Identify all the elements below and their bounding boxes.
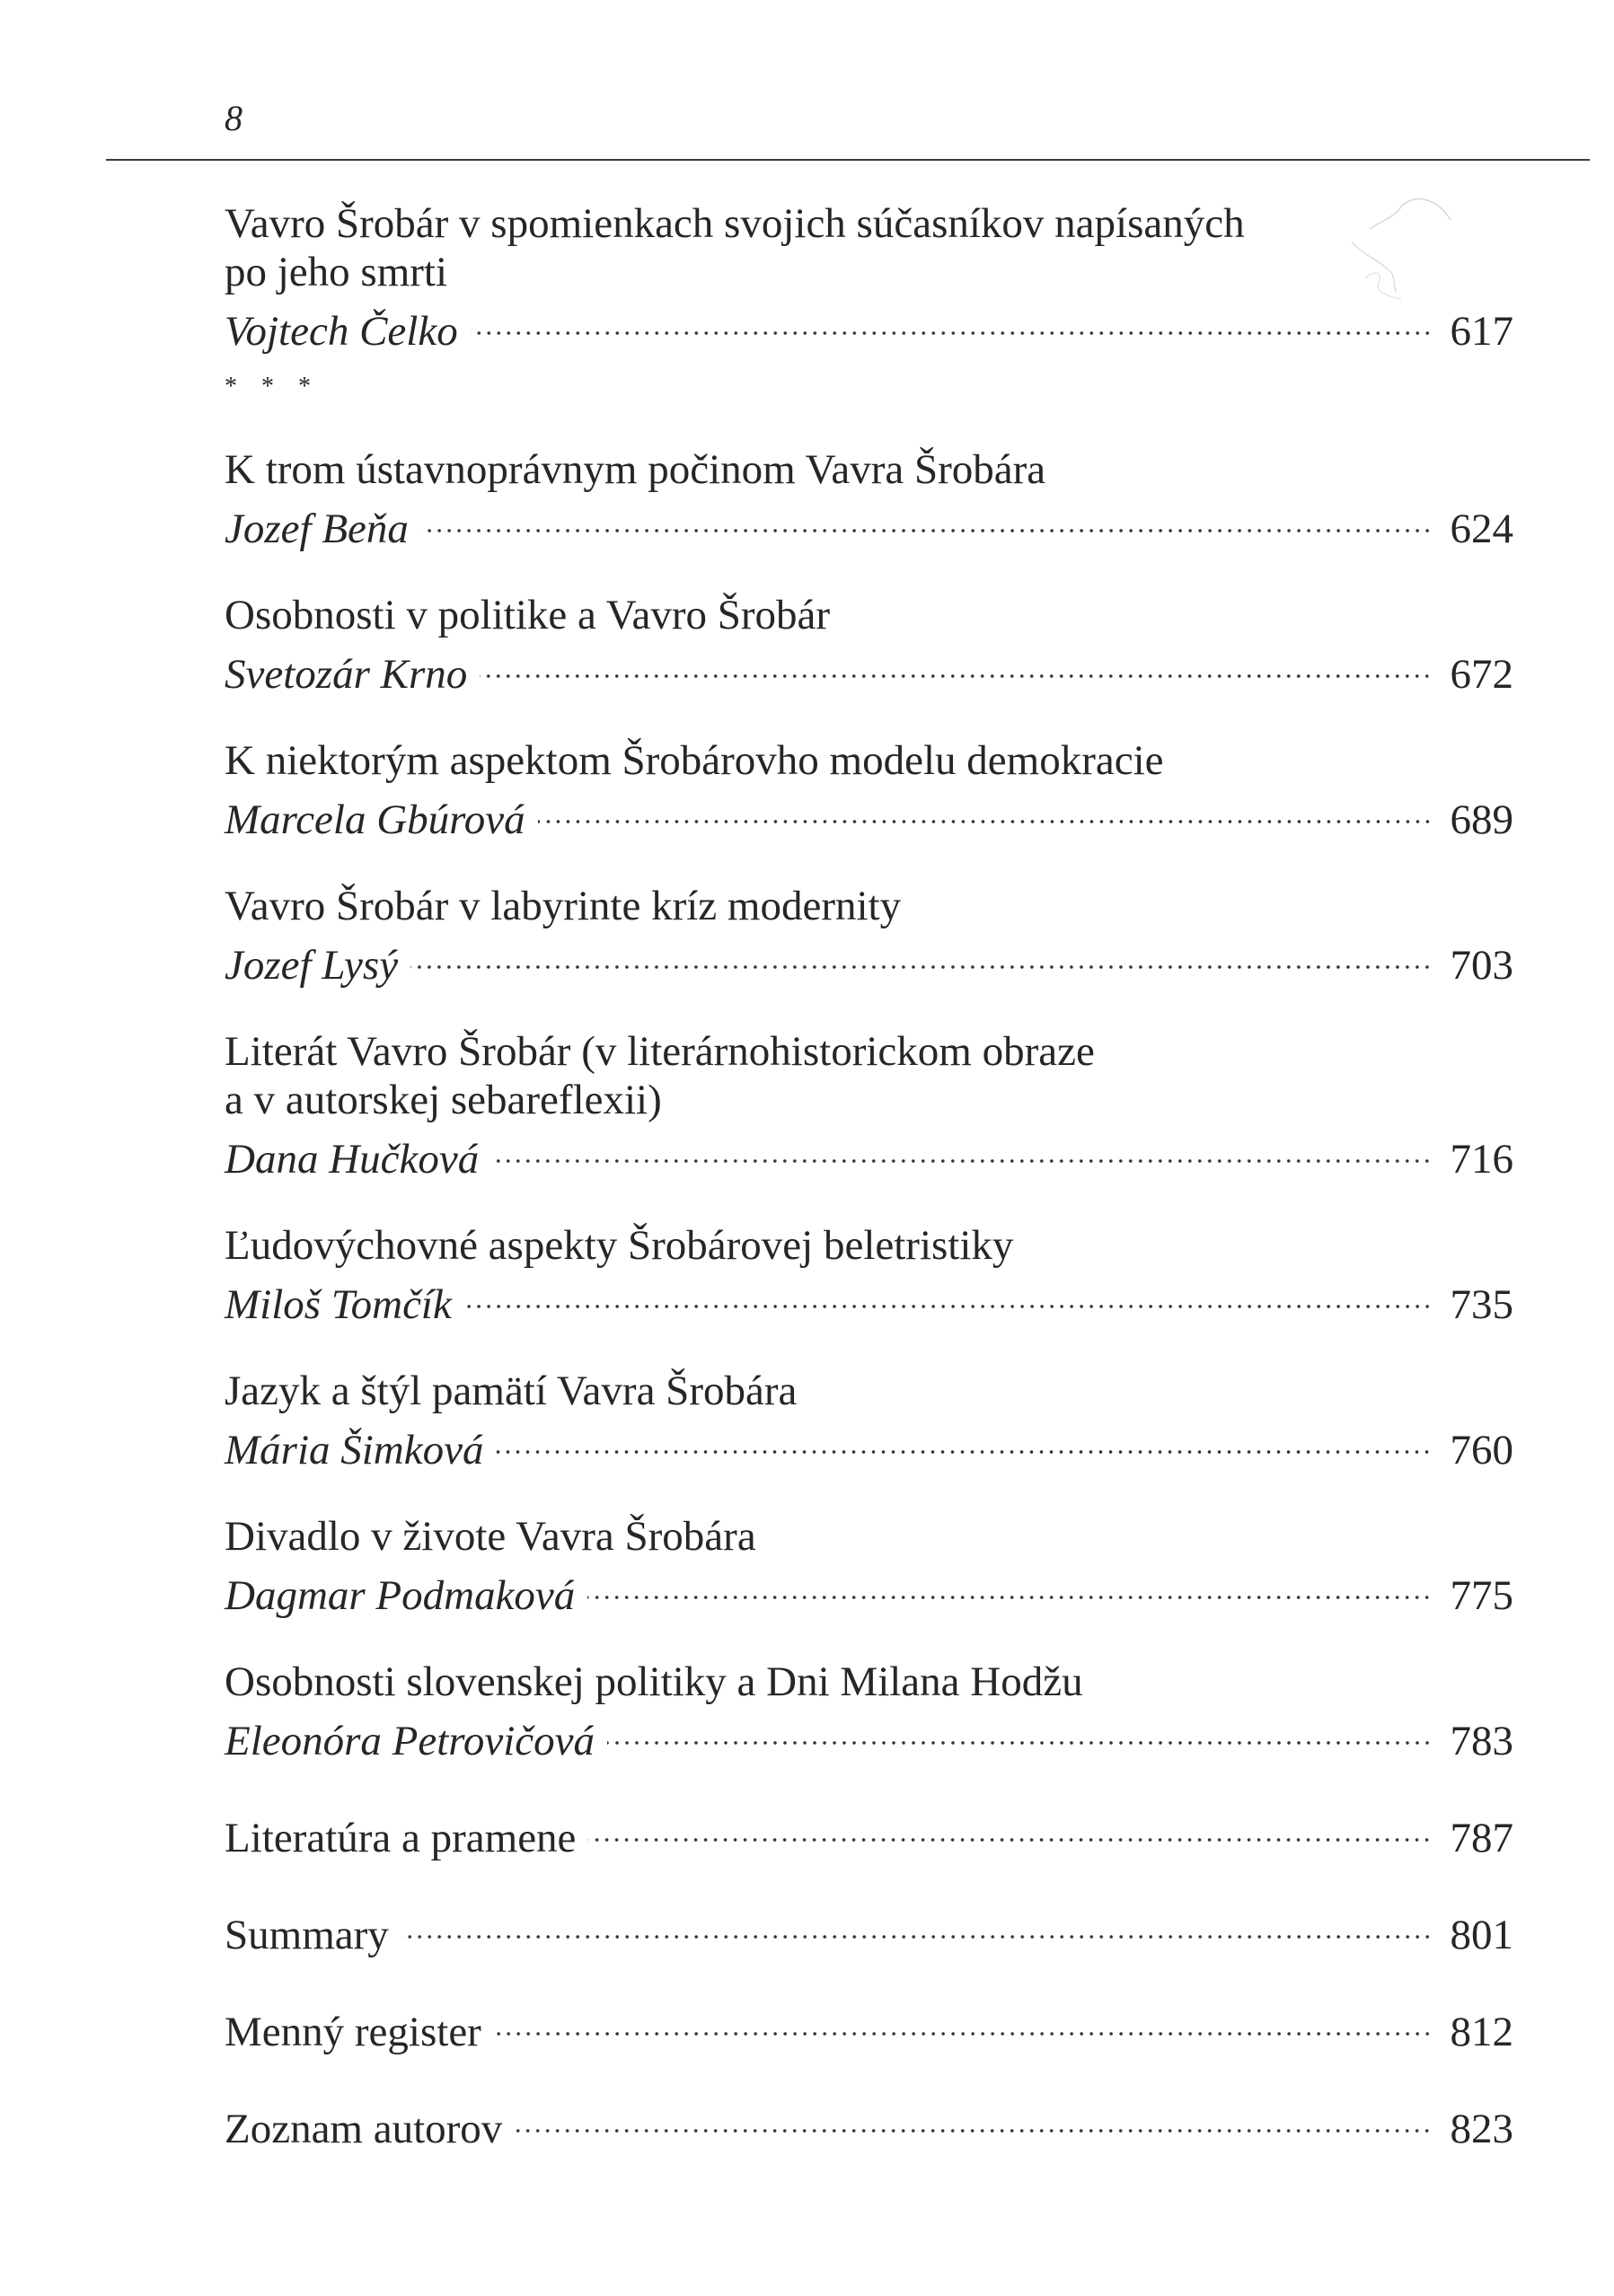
entry-title: po jeho smrti: [225, 249, 448, 295]
toc-entry[interactable]: [225, 1221, 1513, 1328]
dot-leader: [491, 1124, 1432, 1173]
entry-label: Literatúra a pramene: [225, 1815, 577, 1861]
toc-entry[interactable]: [225, 591, 1513, 698]
entry-page-number[interactable]: 812: [1450, 2009, 1513, 2055]
entry-page-number[interactable]: 787: [1450, 1815, 1513, 1861]
dot-leader: [494, 1997, 1433, 2045]
toc-entry[interactable]: [225, 1367, 1513, 1473]
entry-page-number[interactable]: 716: [1450, 1136, 1513, 1183]
entry-title: Vavro Šrobár v labyrinte kríz modernity: [225, 883, 902, 929]
toc-backmatter-entry[interactable]: [225, 1803, 1513, 1861]
entry-page-number[interactable]: 801: [1450, 1912, 1513, 1958]
section-separator: * * *: [225, 373, 320, 400]
entry-author: Eleonóra Petrovičová: [225, 1718, 595, 1764]
toc-backmatter-entry[interactable]: [225, 2094, 1513, 2152]
header-rule: [106, 159, 1590, 161]
dot-leader: [607, 1706, 1433, 1755]
dot-leader: [464, 1270, 1433, 1318]
toc-entry[interactable]: [225, 1027, 1513, 1183]
dot-leader: [588, 1803, 1432, 1852]
entry-author: Dagmar Podmaková: [225, 1572, 576, 1619]
dot-leader: [515, 2094, 1432, 2142]
dot-leader: [410, 930, 1432, 979]
toc-backmatter-entry[interactable]: [225, 1900, 1513, 1958]
toc-entry[interactable]: [225, 1512, 1513, 1619]
entry-author: Jozef Lysý: [225, 942, 399, 989]
toc-entry[interactable]: [225, 882, 1513, 989]
entry-label: Zoznam autorov: [225, 2106, 503, 2152]
toc-backmatter-entry[interactable]: [225, 1997, 1513, 2055]
dot-leader: [421, 494, 1433, 542]
entry-author: Mária Šimková: [225, 1427, 484, 1473]
table-of-contents: [225, 199, 1513, 2191]
entry-title: Osobnosti slovenskej politiky a Dni Milana Hodžu: [225, 1658, 1083, 1705]
entry-title: Literát Vavro Šrobár (v literárnohistorickom obraze: [225, 1028, 1095, 1075]
entry-title: Divadlo v živote Vavra Šrobára: [225, 1513, 756, 1560]
dot-leader: [538, 785, 1433, 833]
entry-title: K niektorým aspektom Šrobárovho modelu demokracie: [225, 737, 1164, 784]
entry-page-number[interactable]: 703: [1450, 942, 1513, 989]
entry-page-number[interactable]: 775: [1450, 1572, 1513, 1619]
entry-author: Dana Hučková: [225, 1136, 480, 1183]
dot-leader: [401, 1900, 1433, 1949]
toc-entry[interactable]: [225, 736, 1513, 843]
toc-entry[interactable]: [225, 1658, 1513, 1764]
entry-author: Jozef Beňa: [225, 506, 409, 552]
toc-entry[interactable]: [225, 199, 1513, 355]
entry-page-number[interactable]: 760: [1450, 1427, 1513, 1473]
toc-entry[interactable]: [225, 445, 1513, 552]
entry-title: a v autorskej sebareflexii): [225, 1077, 662, 1123]
entry-page-number[interactable]: 617: [1450, 308, 1513, 355]
dot-leader: [587, 1561, 1432, 1609]
entry-title: Ľudovýchovné aspekty Šrobárovej beletristiky: [225, 1222, 1014, 1269]
entry-page-number[interactable]: 672: [1450, 651, 1513, 698]
entry-page-number[interactable]: 783: [1450, 1718, 1513, 1764]
entry-title: Vavro Šrobár v spomienkach svojich súčasníkov napísaných: [225, 200, 1245, 247]
dot-leader: [480, 639, 1432, 688]
entry-label: Menný register: [225, 2009, 481, 2055]
entry-page-number[interactable]: 823: [1450, 2106, 1513, 2152]
page-number: 8: [225, 98, 243, 138]
entry-page-number[interactable]: 624: [1450, 506, 1513, 552]
dot-leader: [496, 1415, 1432, 1464]
entry-page-number[interactable]: 735: [1450, 1281, 1513, 1328]
entry-title: Osobnosti v politike a Vavro Šrobár: [225, 592, 831, 638]
dot-leader: [471, 296, 1433, 345]
entry-author: Miloš Tomčík: [225, 1281, 452, 1328]
entry-label: Summary: [225, 1912, 389, 1958]
entry-author: Vojtech Čelko: [225, 308, 458, 355]
entry-author: Svetozár Krno: [225, 651, 468, 698]
entry-page-number[interactable]: 689: [1450, 796, 1513, 843]
entry-title: K trom ústavnoprávnym počinom Vavra Šrobára: [225, 446, 1046, 493]
entry-title: Jazyk a štýl pamätí Vavra Šrobára: [225, 1368, 798, 1414]
entry-author: Marcela Gbúrová: [225, 796, 525, 843]
